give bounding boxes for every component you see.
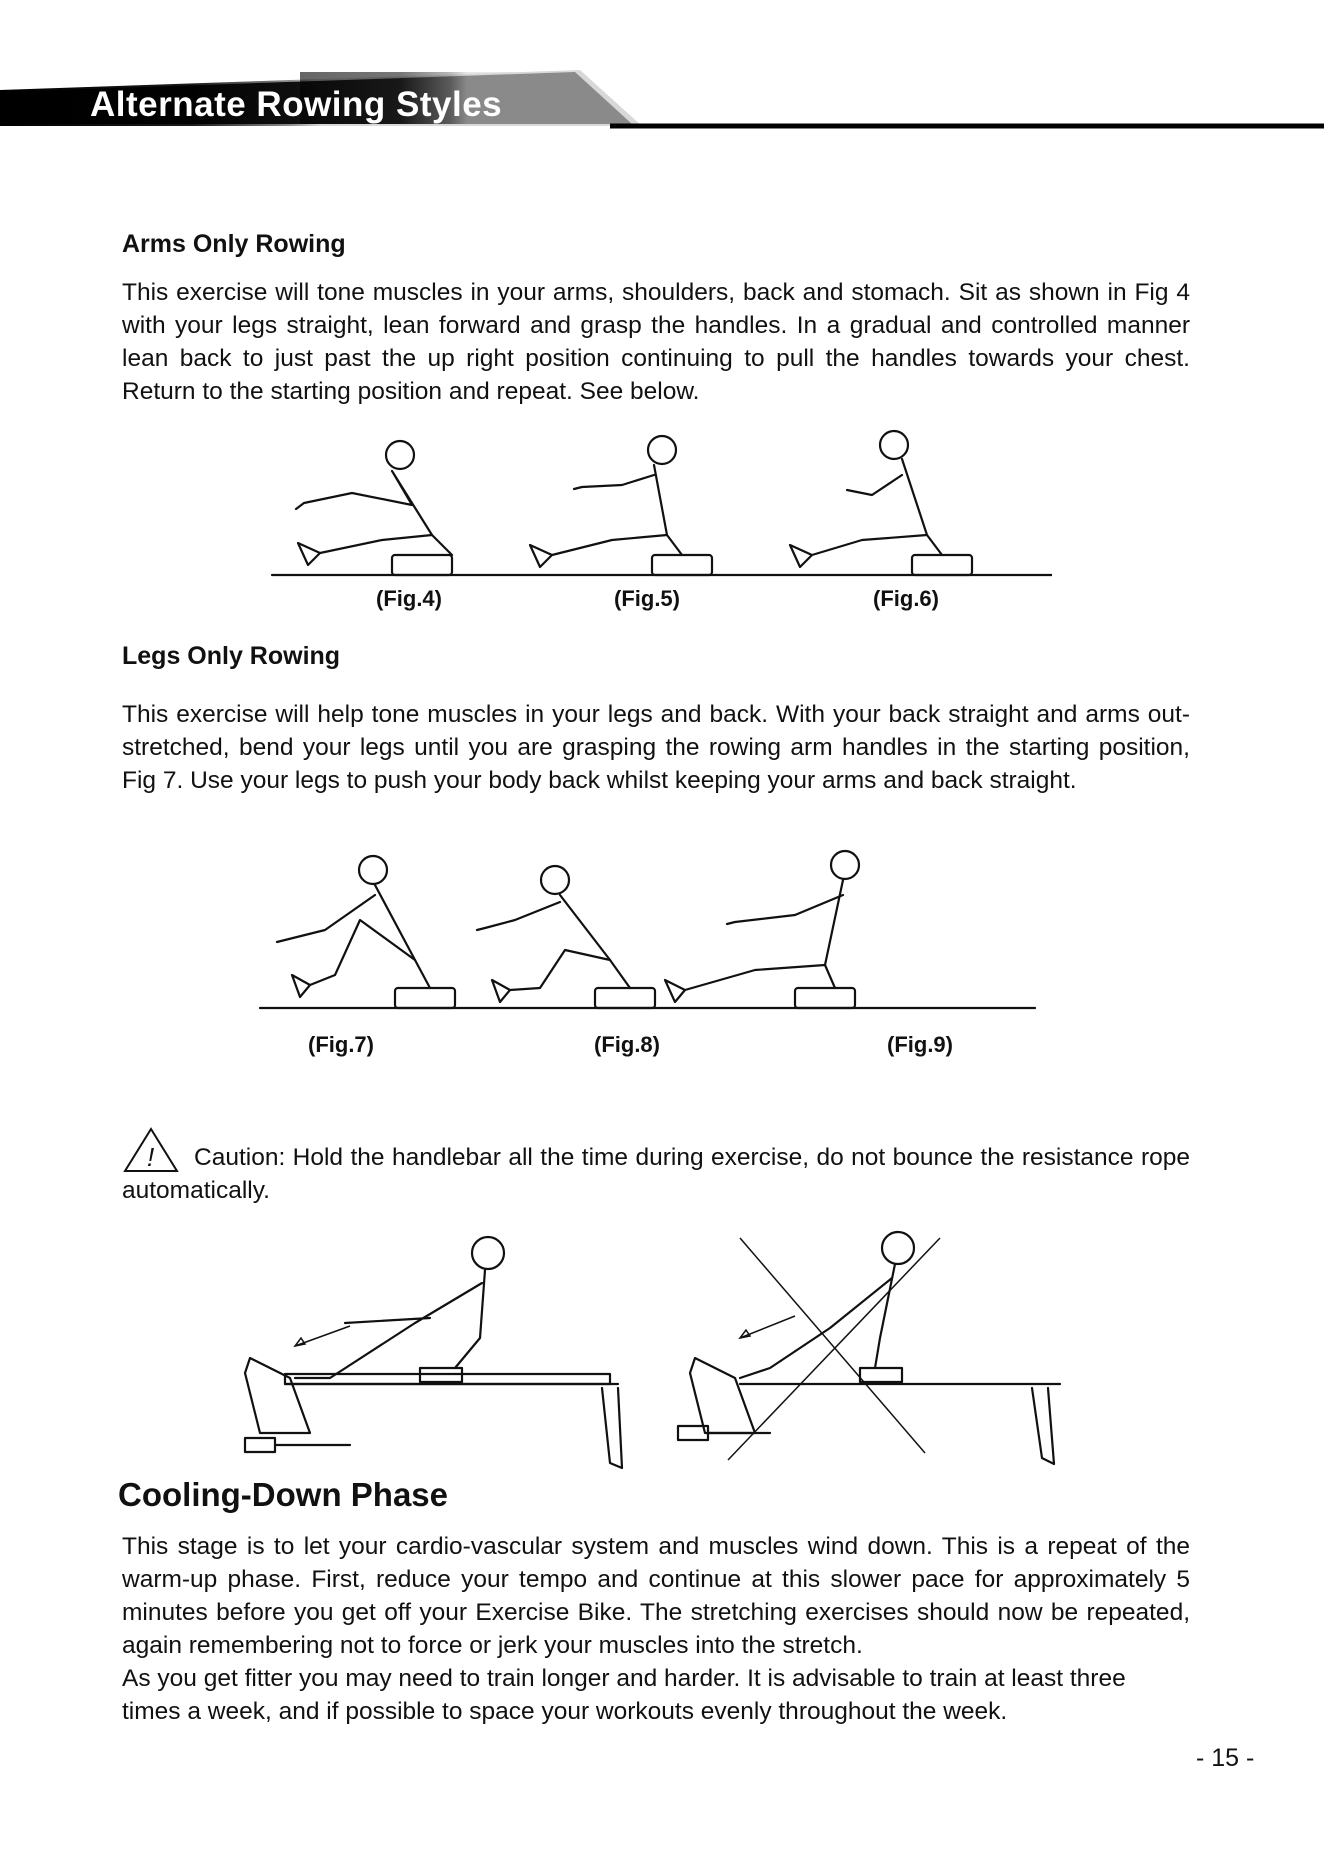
rower-figure-8 (477, 866, 655, 1008)
legs-only-heading: Legs Only Rowing (122, 642, 341, 670)
correct-rowing-illustration (230, 1228, 630, 1473)
incorrect-rowing-illustration (670, 1228, 1070, 1473)
cooling-down-text: This stage is to let your cardio-vascular system and muscles wind down. This is a repeat of the warm-up phase. First, reduce your tempo and continue at this slower pace for approximately 5 minutes before you get off your Exercise Bike. The stretching exercises should now be repeated, again remembering not to force or jerk your muscles into the stretch. As you get fitter you may need to train longer and harder. It is advisable to train at least three times a week, and if possible to space your workouts evenly throughout the week. (122, 1533, 1190, 1725)
fig-9-caption: (Fig.9) (887, 1032, 953, 1057)
caution-text: Caution: Hold the handlebar all the time during exercise, do not bounce the resistance rope automatically. (122, 1144, 1190, 1204)
legs-rowing-figures (255, 840, 1045, 1020)
fig-7-caption: (Fig.7) (308, 1032, 374, 1057)
arms-only-heading: Arms Only Rowing (122, 230, 346, 258)
rower-figure-7 (277, 856, 455, 1008)
rower-figure-4 (296, 441, 452, 575)
cooling-down-heading: Cooling-Down Phase (118, 1476, 448, 1513)
rower-figure-9 (665, 851, 859, 1008)
legs-only-text: This exercise will help tone muscles in your legs and back. With your back straight and arms out-stretched, bend your legs until you are grasping the rowing arm handles in the starting position, Fig 7. Use your legs to push your body back whilst keeping your arms and back straight. (122, 701, 1190, 794)
fig-6-caption: (Fig.6) (873, 586, 939, 611)
fig-4-caption: (Fig.4) (376, 586, 442, 611)
fig-8-caption: (Fig.8) (594, 1032, 660, 1057)
rower-figure-5 (530, 436, 712, 575)
arms-rowing-figures (262, 415, 1052, 595)
fig-5-caption: (Fig.5) (614, 586, 680, 611)
page-number: - 15 - (1196, 1744, 1255, 1772)
arms-only-text: This exercise will tone muscles in your arms, shoulders, back and stomach. Sit as shown in Fig 4 with your legs straight, lean forward and grasp the handles. In a gradual and controlled manner lean back to just past the up right position continuing to pull the handles towards your chest. Return to the starting position and repeat. See below. (122, 279, 1190, 405)
section-title: Alternate Rowing Styles (90, 85, 503, 124)
svg-text:!: ! (147, 1142, 155, 1172)
rower-figure-6 (790, 431, 972, 575)
